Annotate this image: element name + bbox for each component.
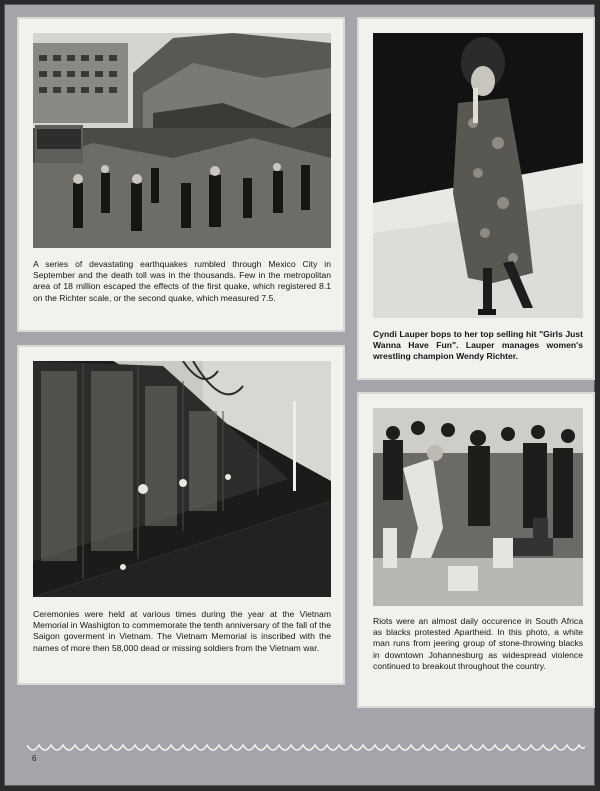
lauper-card xyxy=(357,17,595,380)
page-number: 6 xyxy=(32,754,37,763)
yearbook-page xyxy=(4,4,595,786)
vietnam-memorial-photo xyxy=(33,361,331,597)
riots-photo xyxy=(373,408,583,606)
earthquake-photo xyxy=(33,33,331,248)
riots-card xyxy=(357,392,595,708)
vietnam-caption: Ceremonies were held at various times during the year at the Vietnam Memorial in Washigton to commemorate the tenth anniversary of the fall of the Saigon goverment in Vietnam. The Vietnam Memorial is inscribed with the names of more then 58,000 dead or missing soldiers from the Vietnam war. xyxy=(33,609,331,653)
earthquake-card xyxy=(17,17,345,332)
lauper-photo xyxy=(373,33,583,318)
vietnam-card xyxy=(17,345,345,685)
scallop-border xyxy=(27,743,585,757)
lauper-caption: Cyndi Lauper bops to her top selling hit "Girls Just Wanna Have Fun". Lauper manages women's wrestling champion Wendy Richter. xyxy=(373,329,583,362)
earthquake-caption: A series of devastating earthquakes rumbled through Mexico City in September and the death toll was in the thousands. Few in the metropolitan area of 18 million escaped the effects of the first quake, which registered 8.1 on the Richter scale, or the second quake, which measured 7.5. xyxy=(33,259,331,303)
riots-caption: Riots were an almost daily occurence in South Africa as blacks protested Apartheid. In this photo, a white man runs from jeering group of stone-throwing blacks in downtown Johannesburg as widespread violence continued to breakout throughout the country. xyxy=(373,616,583,671)
